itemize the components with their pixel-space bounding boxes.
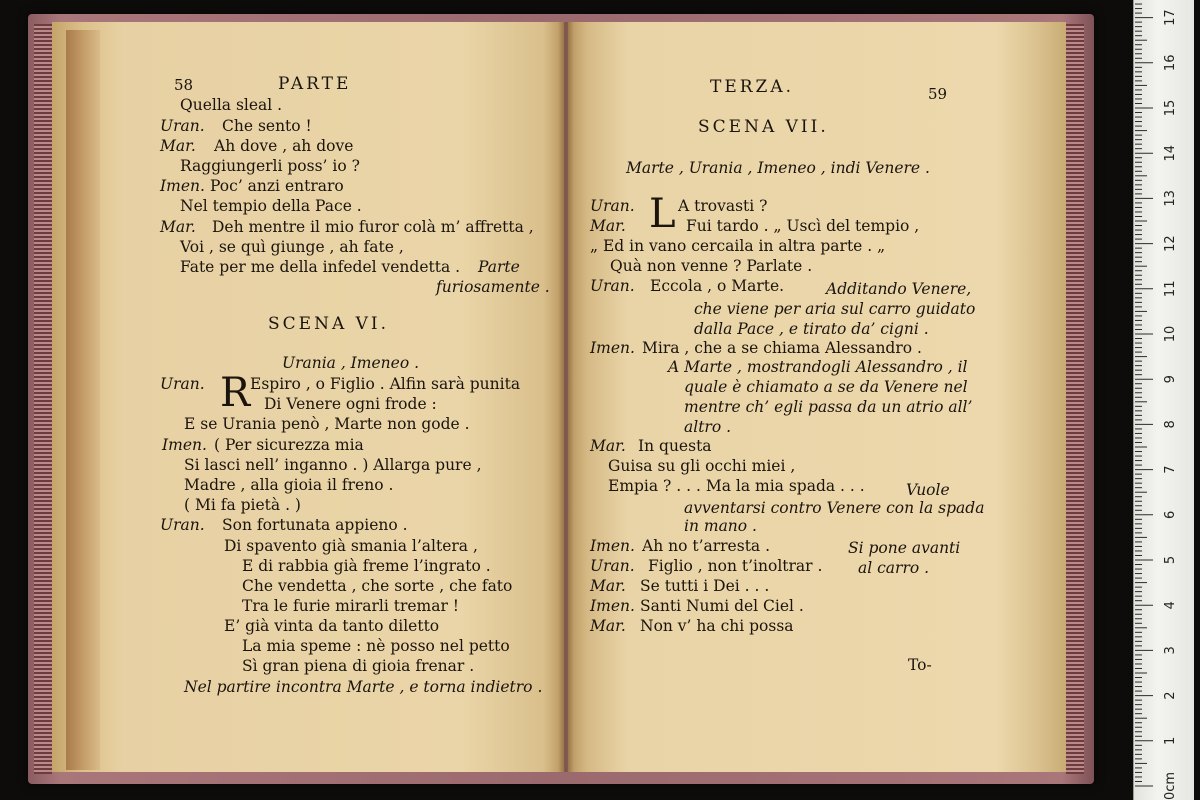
catchword: To- bbox=[908, 656, 932, 674]
verse-line: Ah no t’arresta . bbox=[642, 537, 771, 555]
verse-line: Mira , che a se chiama Alessandro . bbox=[642, 339, 922, 357]
left-page-number: 58 bbox=[174, 76, 194, 94]
ruler-number: 13 bbox=[1163, 190, 1178, 207]
verse-line: Santi Numi del Ciel . bbox=[640, 597, 804, 615]
speaker-label: Mar. bbox=[590, 437, 626, 455]
speaker-label: Imen. bbox=[590, 597, 635, 615]
right-page-number: 59 bbox=[928, 85, 948, 103]
stage-direction: quale è chiamato a se da Venere nel bbox=[684, 378, 968, 396]
verse-line: Tra le furie mirarli tremar ! bbox=[242, 597, 460, 615]
scene-title: SCENA VI. bbox=[268, 314, 390, 334]
ruler-number: 14 bbox=[1163, 144, 1178, 162]
stage-direction: Additando Venere, bbox=[826, 280, 972, 298]
speaker-label: Imen. bbox=[160, 177, 205, 195]
book-gutter bbox=[558, 22, 574, 772]
verse-line: Espiro , o Figlio . Alfin sarà punita bbox=[250, 375, 521, 393]
ruler-number: 5 bbox=[1163, 555, 1178, 565]
verse-line: E di rabbia già freme l’ingrato . bbox=[242, 557, 491, 575]
drop-cap: R bbox=[220, 370, 251, 416]
ruler-number: 17 bbox=[1163, 9, 1178, 26]
speaker-label: Mar. bbox=[160, 137, 196, 155]
stage-direction: Parte bbox=[478, 258, 520, 276]
verse-line: In questa bbox=[638, 437, 712, 455]
ruler-number: 10 bbox=[1163, 325, 1178, 343]
verse-line: A trovasti ? bbox=[678, 197, 768, 215]
ruler-number: 15 bbox=[1163, 99, 1178, 117]
verse-line: Fui tardo . „ Uscì del tempio , bbox=[686, 217, 920, 235]
verse-line: Nel tempio della Pace . bbox=[180, 197, 362, 215]
stage-direction: A Marte , mostrandogli Alessandro , il bbox=[668, 358, 968, 376]
stage-direction: altro . bbox=[684, 418, 732, 436]
speaker-label: Uran. bbox=[590, 277, 635, 295]
verse-line: ( Mi fa pietà . ) bbox=[184, 496, 301, 514]
stage-direction: Vuole bbox=[906, 481, 950, 499]
left-running-head: PARTE bbox=[278, 74, 352, 94]
stage-direction: Nel partire incontra Marte , e torna indietro . bbox=[184, 678, 543, 696]
speaker-label: Uran. bbox=[160, 516, 205, 534]
measuring-ruler bbox=[1133, 0, 1194, 800]
verse-line: Non v’ ha chi possa bbox=[640, 617, 794, 635]
ruler-number: 0cm bbox=[1163, 771, 1178, 800]
cover-edge-right bbox=[1066, 24, 1084, 774]
stage-direction: furiosamente . bbox=[436, 278, 550, 296]
ruler-number: 9 bbox=[1163, 375, 1178, 384]
verse-line: Che sento ! bbox=[222, 117, 312, 135]
speaker-label: Imen. bbox=[162, 436, 207, 454]
verse-line: ( Per sicurezza mia bbox=[214, 436, 364, 454]
verse-line: Eccola , o Marte. bbox=[650, 277, 785, 295]
verse-line: Raggiungerli poss’ io ? bbox=[180, 157, 360, 175]
ruler-number: 2 bbox=[1163, 691, 1178, 700]
ruler-number: 12 bbox=[1163, 235, 1178, 252]
verse-line: Che vendetta , che sorte , che fato bbox=[242, 577, 513, 595]
verse-line: E se Urania penò , Marte non gode . bbox=[184, 415, 470, 433]
speaker-label: Mar. bbox=[590, 617, 626, 635]
ruler-number: 8 bbox=[1163, 420, 1178, 429]
scene-characters: Marte , Urania , Imeneo , indi Venere . bbox=[626, 159, 930, 177]
ruler-number: 4 bbox=[1163, 601, 1178, 610]
verse-line: Si lasci nell’ inganno . ) Allarga pure , bbox=[184, 456, 482, 474]
verse-line: Se tutti i Dei . . . bbox=[640, 577, 770, 595]
ruler-number: 11 bbox=[1163, 280, 1178, 298]
verse-line: Fate per me della infedel vendetta . bbox=[180, 258, 461, 276]
stage-direction: avventarsi contro Venere con la spada bbox=[684, 499, 985, 517]
scene-characters: Urania , Imeneo . bbox=[282, 354, 420, 372]
verse-line: Quà non venne ? Parlate . bbox=[610, 257, 813, 275]
speaker-label: Mar. bbox=[590, 217, 626, 235]
verse-line: Deh mentre il mio furor colà m’ affretta , bbox=[212, 218, 534, 236]
scene-title: SCENA VII. bbox=[698, 117, 829, 137]
verse-line: Empia ? . . . Ma la mia spada . . . bbox=[608, 477, 865, 495]
ruler-number: 6 bbox=[1163, 510, 1178, 519]
page-stain bbox=[66, 30, 100, 770]
speaker-label: Uran. bbox=[590, 557, 635, 575]
stage-direction: al carro . bbox=[858, 559, 930, 577]
verse-line: Sì gran piena di gioia frenar . bbox=[242, 657, 475, 675]
cover-edge-left bbox=[34, 24, 52, 774]
ruler-number: 1 bbox=[1163, 736, 1178, 745]
ruler-number: 7 bbox=[1163, 465, 1178, 474]
verse-line: La mia speme : nè posso nel petto bbox=[242, 637, 510, 655]
verse-line: „ Ed in vano cercaila in altra parte . „ bbox=[590, 237, 886, 255]
verse-line: Guisa su gli occhi miei , bbox=[608, 457, 796, 475]
speaker-label: Uran. bbox=[160, 117, 205, 135]
speaker-label: Imen. bbox=[590, 339, 635, 357]
drop-cap: L bbox=[649, 191, 676, 237]
speaker-label: Mar. bbox=[160, 218, 196, 236]
verse-line: Ah dove , ah dove bbox=[214, 137, 354, 155]
speaker-label: Uran. bbox=[590, 197, 635, 215]
ruler-number: 16 bbox=[1163, 54, 1178, 72]
verse-line: E’ già vinta da tanto diletto bbox=[224, 617, 440, 635]
speaker-label: Mar. bbox=[590, 577, 626, 595]
verse-line: Poc’ anzi entraro bbox=[210, 177, 344, 195]
ruler-scale bbox=[1134, 0, 1194, 800]
stage-direction: che viene per aria sul carro guidato bbox=[694, 300, 976, 318]
ruler-number: 3 bbox=[1163, 646, 1178, 655]
stage-direction: in mano . bbox=[684, 517, 757, 535]
verse-line: Di Venere ogni frode : bbox=[264, 395, 437, 413]
stage-direction: Si pone avanti bbox=[848, 539, 961, 557]
stage-direction: mentre ch’ egli passa da un atrio all’ bbox=[684, 398, 973, 416]
stage-direction: dalla Pace , e tirato da’ cigni . bbox=[694, 320, 929, 338]
speaker-label: Uran. bbox=[160, 375, 205, 393]
verse-line: Figlio , non t’inoltrar . bbox=[648, 557, 823, 575]
right-running-head: TERZA. bbox=[710, 77, 795, 97]
verse-line: Quella sleal . bbox=[180, 96, 283, 114]
verse-line: Son fortunata appieno . bbox=[222, 516, 408, 534]
verse-line: Di spavento già smania l’altera , bbox=[224, 537, 478, 555]
verse-line: Madre , alla gioia il freno . bbox=[184, 476, 394, 494]
speaker-label: Imen. bbox=[590, 537, 635, 555]
verse-line: Voi , se quì giunge , ah fate , bbox=[180, 238, 404, 256]
